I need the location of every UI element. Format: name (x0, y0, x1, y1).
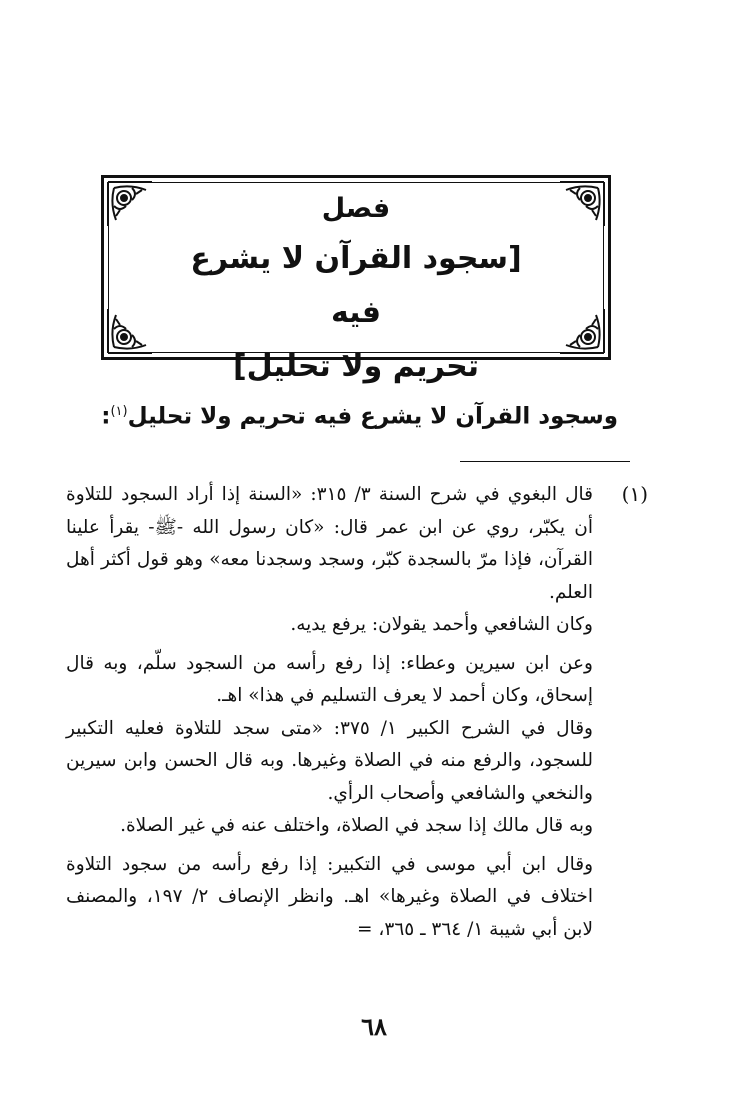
footnote-body (66, 479, 593, 946)
main-sentence: وسجود القرآن لا يشرع فيه تحريم ولا تحليل (127, 403, 618, 430)
chapter-title-line-1: [سجود القرآن لا يشرع فيه (190, 241, 522, 330)
main-end-punct: : (101, 403, 111, 430)
corner-ornament-icon (558, 180, 606, 228)
title-frame (101, 175, 611, 384)
footnote-paragraph: وعن ابن سيرين وعطاء: إذا رفع رأسه من السجود سلّم، وبه قال إسحاق، وكان أحمد لا يعرف التسليم في هذا» اهـ. (66, 652, 593, 706)
footnote-number: (١) (621, 482, 648, 506)
chapter-title (164, 186, 548, 394)
corner-ornament-icon (106, 307, 154, 355)
chapter-heading: فصل (321, 193, 391, 224)
footnote-paragraph: وبه قال مالك إذا سجد في الصلاة، واختلف عنه في غير الصلاة. (120, 815, 593, 836)
footnote-marker: (١) (110, 404, 128, 419)
footnote-paragraph: قال البغوي في شرح السنة ٣/ ٣١٥: «السنة إذا أراد السجود للتلاوة أن يكبّر، روي عن ابن عمر قال: «كان رسول الله -ﷺ- يقرأ علينا القرآن، فإذا مرّ بالسجدة كبّر، وسجد وسجدنا معه» وهو قول أكثر أهل العلم. (66, 484, 594, 603)
page-number: ٦٨ (361, 1012, 387, 1041)
corner-ornament-icon (106, 180, 154, 228)
main-text (98, 392, 618, 437)
footnote-paragraph: وقال ابن أبي موسى في التكبير: إذا رفع رأسه من سجود التلاوة اختلاف في الصلاة وغيرها» اهـ. وانظر الإنصاف ٢/ ١٩٧، والمصنف لابن أبي شيبة ١/ ٣٦٤ ـ ٣٦٥، = (66, 853, 593, 940)
footnote-paragraph: وقال في الشرح الكبير ١/ ٣٧٥: «متى سجد للتلاوة فعليه التكبير للسجود، والرفع منه في الصلاة وغيرها. وبه قال الحسن وابن سيرين والنخعي والشافعي وأصحاب الرأي. (66, 717, 593, 804)
footnote-paragraph: وكان الشافعي وأحمد يقولان: يرفع يديه. (290, 614, 593, 635)
footnote-separator (460, 461, 630, 462)
chapter-title-line-2: تحريم ولا تحليل] (232, 349, 480, 384)
corner-ornament-icon (558, 307, 606, 355)
